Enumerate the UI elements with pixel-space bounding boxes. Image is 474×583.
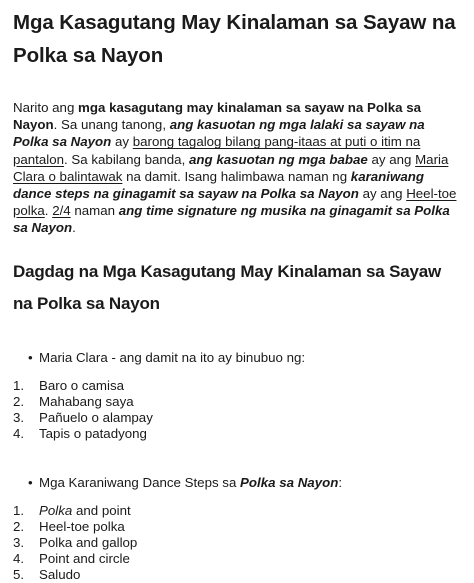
intro-text: ay ang xyxy=(358,186,407,202)
list-item xyxy=(13,503,461,519)
intro-paragraph xyxy=(13,99,461,237)
intro-text: . xyxy=(44,203,53,219)
bullet-dot: • xyxy=(28,349,33,365)
bullet-dot: • xyxy=(28,474,33,490)
list-item xyxy=(13,426,461,442)
list-text: Point and circle xyxy=(39,550,130,566)
list-number: 5. xyxy=(13,566,25,582)
intro-text: Narito ang xyxy=(13,100,79,115)
bullet-item xyxy=(13,475,461,491)
intro-text: . Sa kabilang banda, xyxy=(64,151,189,167)
intro-bold-italic: ang kasuotan ng mga babae xyxy=(188,151,368,167)
list-number: 4. xyxy=(13,425,25,441)
list-number: 2. xyxy=(13,518,25,534)
list-number: 2. xyxy=(13,393,25,409)
intro-text: . Sa unang tanong, xyxy=(53,117,170,133)
intro-underline: Maria Clara o balintawak xyxy=(13,151,449,184)
intro-bold-italic: ang time signature ng musika na ginagamit sa Polka sa Nayon xyxy=(13,203,450,236)
list-item xyxy=(13,551,461,567)
bullet-emphasis: Polka sa Nayon xyxy=(240,474,339,490)
list-text: Pañuelo o alampay xyxy=(39,409,153,425)
intro-bold: mga kasagutang may kinalaman sa sayaw na Polka sa Nayon xyxy=(13,100,421,133)
list-item xyxy=(13,519,461,535)
bullet-text: Maria Clara - ang damit na ito ay binubuo ng: xyxy=(39,349,306,365)
list-item xyxy=(13,378,461,394)
numbered-list xyxy=(13,378,461,442)
list-number: 3. xyxy=(13,409,25,425)
list-number: 1. xyxy=(13,377,25,393)
list-number: 1. xyxy=(13,502,25,518)
list-emphasis: Polka xyxy=(39,502,73,518)
list-item xyxy=(13,535,461,551)
numbered-list xyxy=(13,503,461,583)
intro-text: . xyxy=(72,220,76,236)
intro-bold-italic: ang kasuotan ng mga lalaki sa sayaw na Polka sa Nayon xyxy=(13,117,425,150)
list-item xyxy=(13,567,461,583)
list-text: Baro o camisa xyxy=(39,377,124,393)
bullet-item xyxy=(13,350,461,366)
intro-underline: Heel-toe polka xyxy=(13,186,457,219)
list-item xyxy=(13,394,461,410)
section-heading: Dagdag na Mga Kasagutang May Kinalaman sa Sayaw na Polka sa Nayon xyxy=(13,261,442,313)
bullet-text-suffix: : xyxy=(338,474,343,490)
list-text: Heel-toe polka xyxy=(39,518,125,534)
intro-text: ay xyxy=(111,134,133,150)
list-text: Polka and gallop xyxy=(39,534,138,550)
list-number: 3. xyxy=(13,534,25,550)
list-text: Mahabang saya xyxy=(39,393,134,409)
page-title: Mga Kasagutang May Kinalaman sa Sayaw na Polka sa Nayon xyxy=(13,11,456,67)
intro-bold-italic: karaniwang dance steps na ginagamit sa sayaw na Polka sa Nayon xyxy=(13,168,424,202)
list-text: and point xyxy=(72,502,131,518)
intro-text: na damit. Isang halimbawa naman ng xyxy=(122,168,351,184)
intro-text: ay ang xyxy=(367,151,416,167)
intro-text: naman xyxy=(70,203,119,219)
intro-underline: 2/4 xyxy=(52,203,71,219)
list-number: 4. xyxy=(13,550,25,566)
list-item xyxy=(13,410,461,426)
list-text: Saludo xyxy=(39,566,81,582)
intro-underline: barong tagalog bilang pang-itaas at puti o itim na pantalon xyxy=(13,134,421,167)
list-text: Tapis o patadyong xyxy=(39,425,147,441)
bullet-text: Mga Karaniwang Dance Steps sa xyxy=(39,474,241,490)
